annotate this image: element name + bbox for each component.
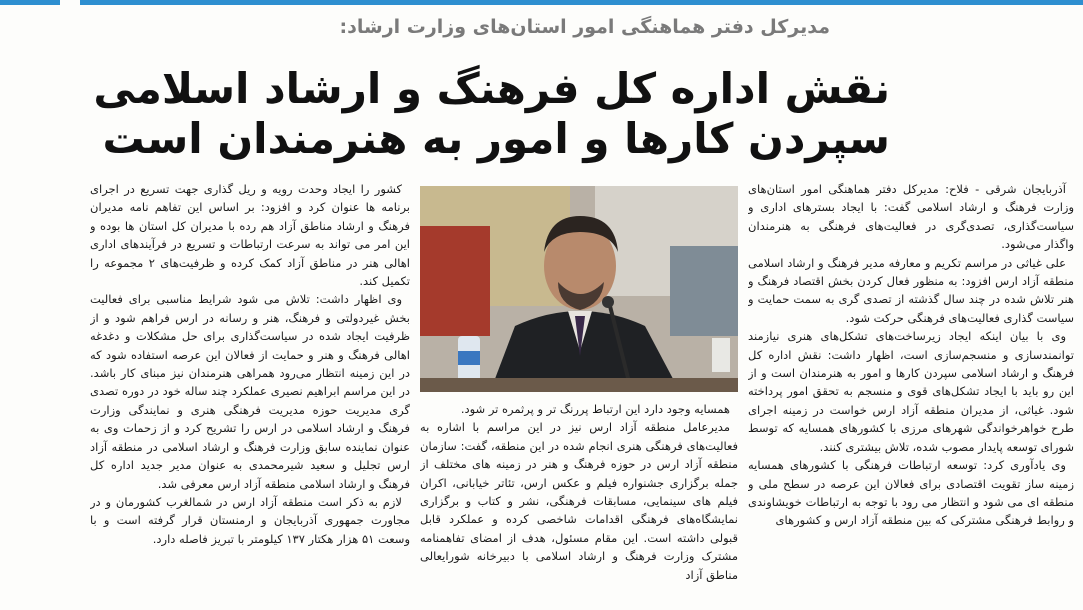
article-column-right	[748, 180, 1074, 610]
paragraph: وی اظهار داشت: تلاش می شود شرایط مناسبی برای فعالیت بخش غیردولتی و فرهنگ، هنر و رسانه در ارس فراهم شود و از ظرفیت ایجاد شده در سیاست‌گذاری برای حل مشکلات و دغدغه اهالی فرهنگ و هنر و حمایت از فعالان این عرصه استفاده شود که در این زمینه انتظار می‌رود همراهی هنرمندان نیز مبنای کار باشد. در این مراسم ابراهیم نصیری عملکرد چند ساله خود در دوره تصدی گری مدیریت حوزه مدیریت فرهنگی هنری و نمایندگی وزارت فرهنگ و ارشاد اسلامی در ارس را تشریح کرد و از زحمات وی به عنوان نماینده سابق وزارت فرهنگ و ارشاد اسلامی در منطقه آزاد ارس تجلیل و سعید شیرمحمدی به عنوان مدیر جدید اداره کل فرهنگ و ارشاد اسلامی منطقه آزاد ارس معرفی شد.	[90, 292, 410, 491]
paragraph: وی یادآوری کرد: توسعه ارتباطات فرهنگی با کشورهای همسایه زمینه ساز تقویت اقتصادی برای فعالان این عرصه در سطح ملی و منطقه ای می شود و انتظار می رود با توجه به ارتباطات خویشاوندی و روابط فرهنگی مشترکی که بین منطقه آزاد ارس و کشورهای	[748, 458, 1074, 528]
top-accent-rule	[80, 0, 1083, 5]
article-column-left	[90, 180, 410, 610]
paragraph: همسایه وجود دارد این ارتباط پررنگ تر و پرثمره تر شود.	[460, 402, 730, 416]
paragraph: وی با بیان اینکه ایجاد زیرساخت‌های تشکل‌های هنری نیازمند توانمندسازی و منسجم‌سازی است، اظهار داشت: نقش اداره کل فرهنگ و ارشاد اسلامی سپردن کارها و امور به هنرمندان است و از این رو باید با ایجاد تشکل‌های قوی و منسجم به تحقق امور پرداخته شود. غیاثی، از مدیران منطقه آزاد ارس خواست در زمینه اجرای طرح خواهرخواندگی شهرهای مرزی با کشورهای همسایه که توسط شورای توسعه پایدار مصوب شده، تلاش بیشتری کنند.	[748, 329, 1074, 454]
paragraph: مدیرعامل منطقه آزاد ارس نیز در این مراسم با اشاره به فعالیت‌های فرهنگی هنری انجام شده در این منطقه، گفت: سازمان منطقه آزاد ارس در حوزه فرهنگ و هنر در زمینه های مختلف از جمله برگزاری جشنواره فیلم و عکس ارس، تئاتر خیابانی، اکران فیلم های سینمایی، مسابقات فرهنگی، نشر و کتاب و برگزاری نمایشگاه‌های فرهنگی اقدامات شاخصی کرده و عملکرد قابل قبولی داشته است. این مقام مسئول، هدف از امضای تفاهمنامه مشترک وزارت فرهنگ و ارشاد اسلامی با دبیرخانه شورایعالی مناطق آزاد	[420, 420, 738, 582]
paragraph: لازم به ذکر است منطقه آزاد ارس در شمالغرب کشورمان و در مجاورت جمهوری آذربایجان و ارمنستان قرار گرفته است و با وسعت ۵۱ هزار هکتار ۱۳۷ کیلومتر با تبریز فاصله دارد.	[90, 494, 410, 546]
top-accent-rule-left	[0, 0, 60, 5]
headline-line-1: نقش اداره کل فرهنگ و ارشاد اسلامی	[93, 64, 890, 113]
paragraph: آذربایجان شرقی - فلاح: مدیرکل دفتر هماهنگی امور استان‌های وزارت فرهنگ و ارشاد اسلامی گفت: با ایجاد بسترهای اداری و سیاست‌گذاری، تصدی‌گری در فعالیت‌های فرهنگی به هنرمندان واگذار می‌شود.	[748, 182, 1074, 252]
article-column-middle	[420, 400, 738, 610]
article-photo	[420, 186, 738, 392]
paragraph: علی غیاثی در مراسم تکریم و معارفه مدیر فرهنگ و ارشاد اسلامی منطقه آزاد ارس افزود: به منظور فعال کردن بخش اقتصاد فرهنگ و هنر تلاش شده در چند سال گذشته از تصدی گری به سمت حمایت و سیاست گذاری فعالیت‌های فرهنگی حرکت شود.	[748, 255, 1074, 325]
kicker: مدیرکل دفتر هماهنگی امور استان‌های وزارت ارشاد:	[339, 16, 830, 38]
paragraph: کشور را ایجاد وحدت رویه و ریل گذاری جهت تسریع در اجرای برنامه ها عنوان کرد و افزود: بر اساس این تفاهم نامه مدیران فرهنگ و ارشاد مناطق آزاد هم رده با مدیران کل استان ها بوده و این امر می تواند به سرعت ارتباطات و تسریع در فرآیندهای اداری اهالی هنر در مناطق آزاد کمک کرده و ظرفیت‌های ۲ مجموعه را تکمیل کند.	[90, 182, 410, 289]
headline-line-2: سپردن کارها و امور به هنرمندان است	[102, 114, 890, 163]
